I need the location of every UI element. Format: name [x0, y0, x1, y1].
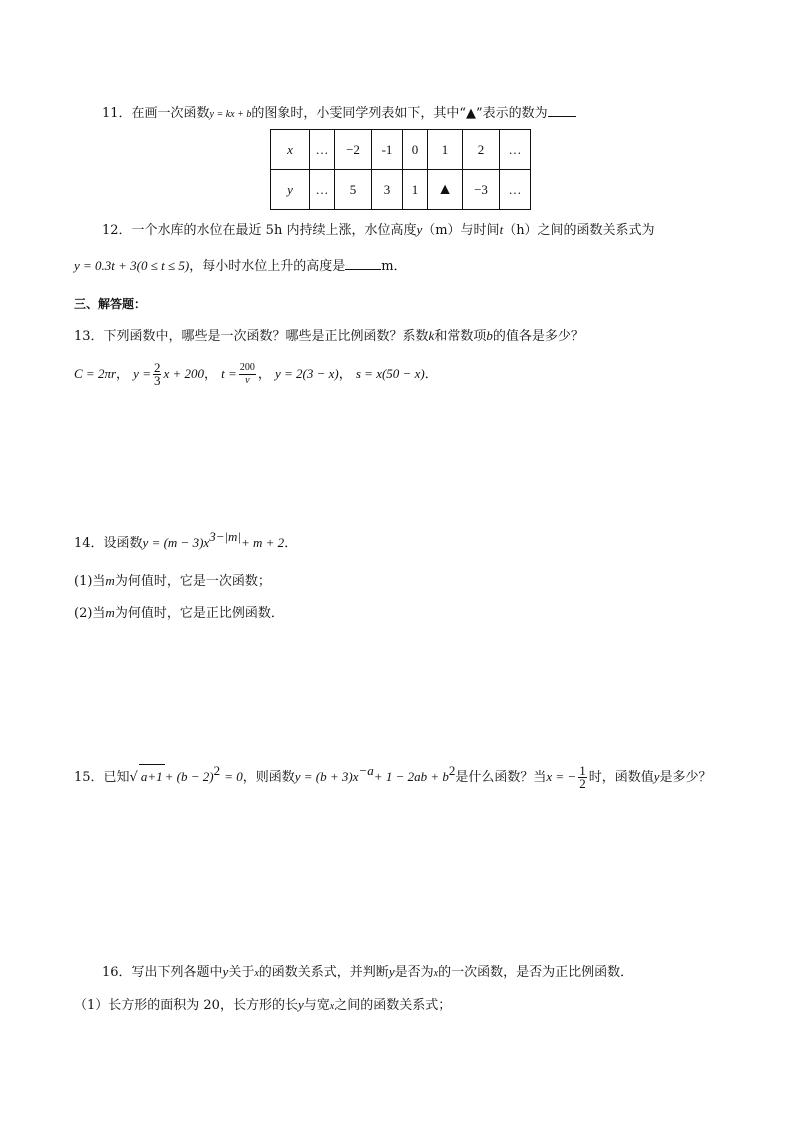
table-cell: 1 — [428, 130, 463, 170]
table-cell: 1 — [403, 170, 428, 210]
section-title: 三、解答题： — [74, 297, 147, 311]
q13-fraction-two-thirds: $\frac{2}{3}$ — [153, 360, 161, 388]
q15-fraction-half: $\frac{1}{2}$ — [579, 763, 586, 791]
table-cell: … — [500, 130, 531, 170]
table-cell: -1 — [372, 130, 403, 170]
q12-line-1: 12．一个水库的水位在最近 5h 内持续上涨，水位高度y（m）与时间t（h）之间的函数关系式为 — [102, 222, 655, 238]
q13-function-5: s = x(50 − x) — [355, 366, 425, 381]
q14-stem: 14．设函数$y = (m - 3)x^{3-|m|}+ m + 2$． — [74, 529, 298, 551]
table-row-y — [271, 170, 531, 210]
q11-function: y = kx + b — [209, 109, 252, 120]
q13-functions: C = 2πr， y = $\frac{2}{3}$ x + 200， t = $\frac{200}{v}$ ， y = 2(3 − x)， s = x(50 − x)． — [74, 360, 438, 388]
q16-stem: 16．写出下列各题中y关于x的函数关系式，并判断y是否为x的一次函数，是否为正比例函数． — [102, 964, 634, 980]
q12-line-2: y = 0.3t + 3(0 ≤ t ≤ 5)，每小时水位上升的高度是 m． — [74, 258, 407, 274]
table-cell: −3 — [463, 170, 500, 210]
q13-fraction-200-over-v: $\frac{200}{v}$ — [239, 362, 255, 386]
table-cell: 2 — [463, 130, 500, 170]
table-cell: 0 — [403, 130, 428, 170]
table-cell: 3 — [372, 170, 403, 210]
table-row-x — [271, 130, 531, 170]
table-header-y: y — [271, 170, 310, 210]
table-cell: 5 — [335, 170, 372, 210]
q11-value-table — [270, 129, 531, 210]
q16-part-1: （1）长方形的面积为 20，长方形的长y与宽x之间的函数关系式； — [74, 997, 452, 1013]
table-cell: … — [310, 130, 335, 170]
table-cell: −2 — [335, 130, 372, 170]
table-cell: … — [500, 170, 531, 210]
q14-part-2: (2)当m为何值时，它是正比例函数． — [74, 605, 284, 621]
table-cell: … — [310, 170, 335, 210]
q13-function-4: y = 2(3 − x) — [274, 366, 339, 381]
table-cell-triangle: ▲ — [428, 170, 463, 210]
q11-answer-blank[interactable] — [548, 104, 576, 117]
q12-formula: y = 0.3t + 3(0 ≤ t ≤ 5) — [74, 258, 190, 273]
q12-answer-blank[interactable] — [345, 257, 381, 270]
q14-part-1: (1)当m为何值时，它是一次函数； — [74, 573, 271, 589]
q15-line: 15．已知√ $a+1 + (b - 2)^2 = 0$，则函数$y = (b + 3)x^{-a}+ 1 - 2ab + b^2$是什么函数？当x = − $\frac{1}{2}$ 时，函数值y是多少？ — [74, 763, 712, 791]
q13-stem: 13．下列函数中，哪些是一次函数？哪些是正比例函数？系数k和常数项b的值各是多少？ — [74, 328, 584, 344]
table-header-x: x — [271, 130, 310, 170]
q13-function-1: C = 2πr — [74, 366, 117, 381]
q15-sqrt: a+1 — [139, 764, 165, 789]
q11-line: 11．在画一次函数y = kx + b的图象时，小雯同学列表如下，其中“▲”表示的数为 — [102, 104, 576, 124]
